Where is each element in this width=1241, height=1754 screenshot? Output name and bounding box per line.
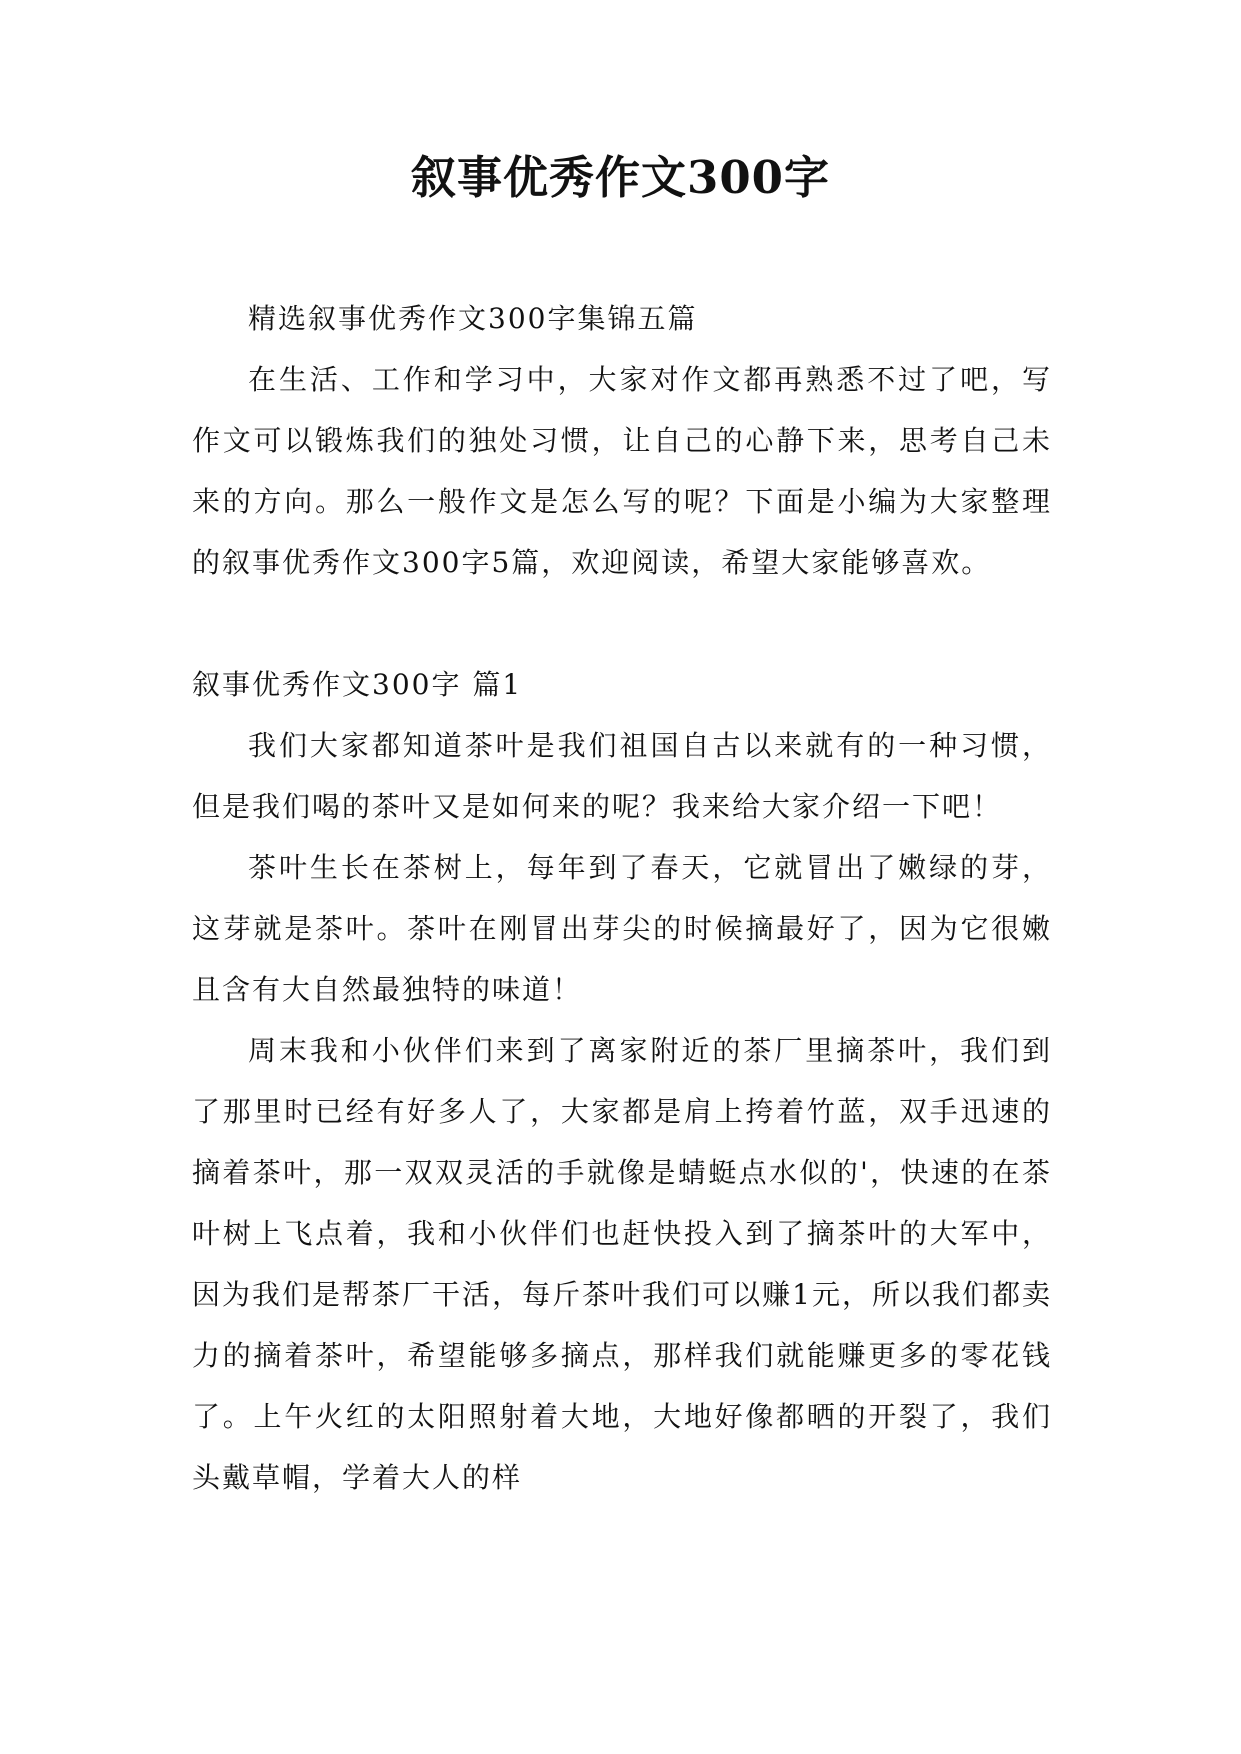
body-paragraph: 茶叶生长在茶树上，每年到了春天，它就冒出了嫩绿的芽，这芽就是茶叶。茶叶在刚冒出芽尖的时候摘最好了，因为它很嫩且含有大自然最独特的味道！	[192, 851, 1052, 1006]
document-title: 叙事优秀作文300字	[411, 151, 830, 204]
body-paragraph: 我们大家都知道茶叶是我们祖国自古以来就有的一种习惯，但是我们喝的茶叶又是如何来的呢？我来给大家介绍一下吧！	[192, 729, 1052, 823]
section-heading: 叙事优秀作文300字 篇1	[192, 668, 523, 701]
document-subtitle: 精选叙事优秀作文300字集锦五篇	[248, 302, 698, 335]
body-paragraph: 周末我和小伙伴们来到了离家附近的茶厂里摘茶叶，我们到了那里时已经有好多人了，大家都是肩上挎着竹蓝，双手迅速的摘着茶叶，那一双双灵活的手就像是蜻蜓点水似的'，快速的在茶叶树上飞点着，我和小伙伴们也赶快投入到了摘茶叶的大军中，因为我们是帮茶厂干活，每斤茶叶我们可以赚1元，所以我们都卖力的摘着茶叶，希望能够多摘点，那样我们就能赚更多的零花钱了。上午火红的太阳照射着大地，大地好像都晒的开裂了，我们头戴草帽，学着大人的样	[192, 1034, 1052, 1494]
intro-paragraph: 在生活、工作和学习中，大家对作文都再熟悉不过了吧，写作文可以锻炼我们的独处习惯，让自己的心静下来，思考自己未来的方向。那么一般作文是怎么写的呢？下面是小编为大家整理的叙事优秀作文300字5篇，欢迎阅读，希望大家能够喜欢。	[192, 363, 1052, 579]
paragraph-gap	[192, 593, 1052, 654]
document-body	[192, 288, 1052, 1508]
